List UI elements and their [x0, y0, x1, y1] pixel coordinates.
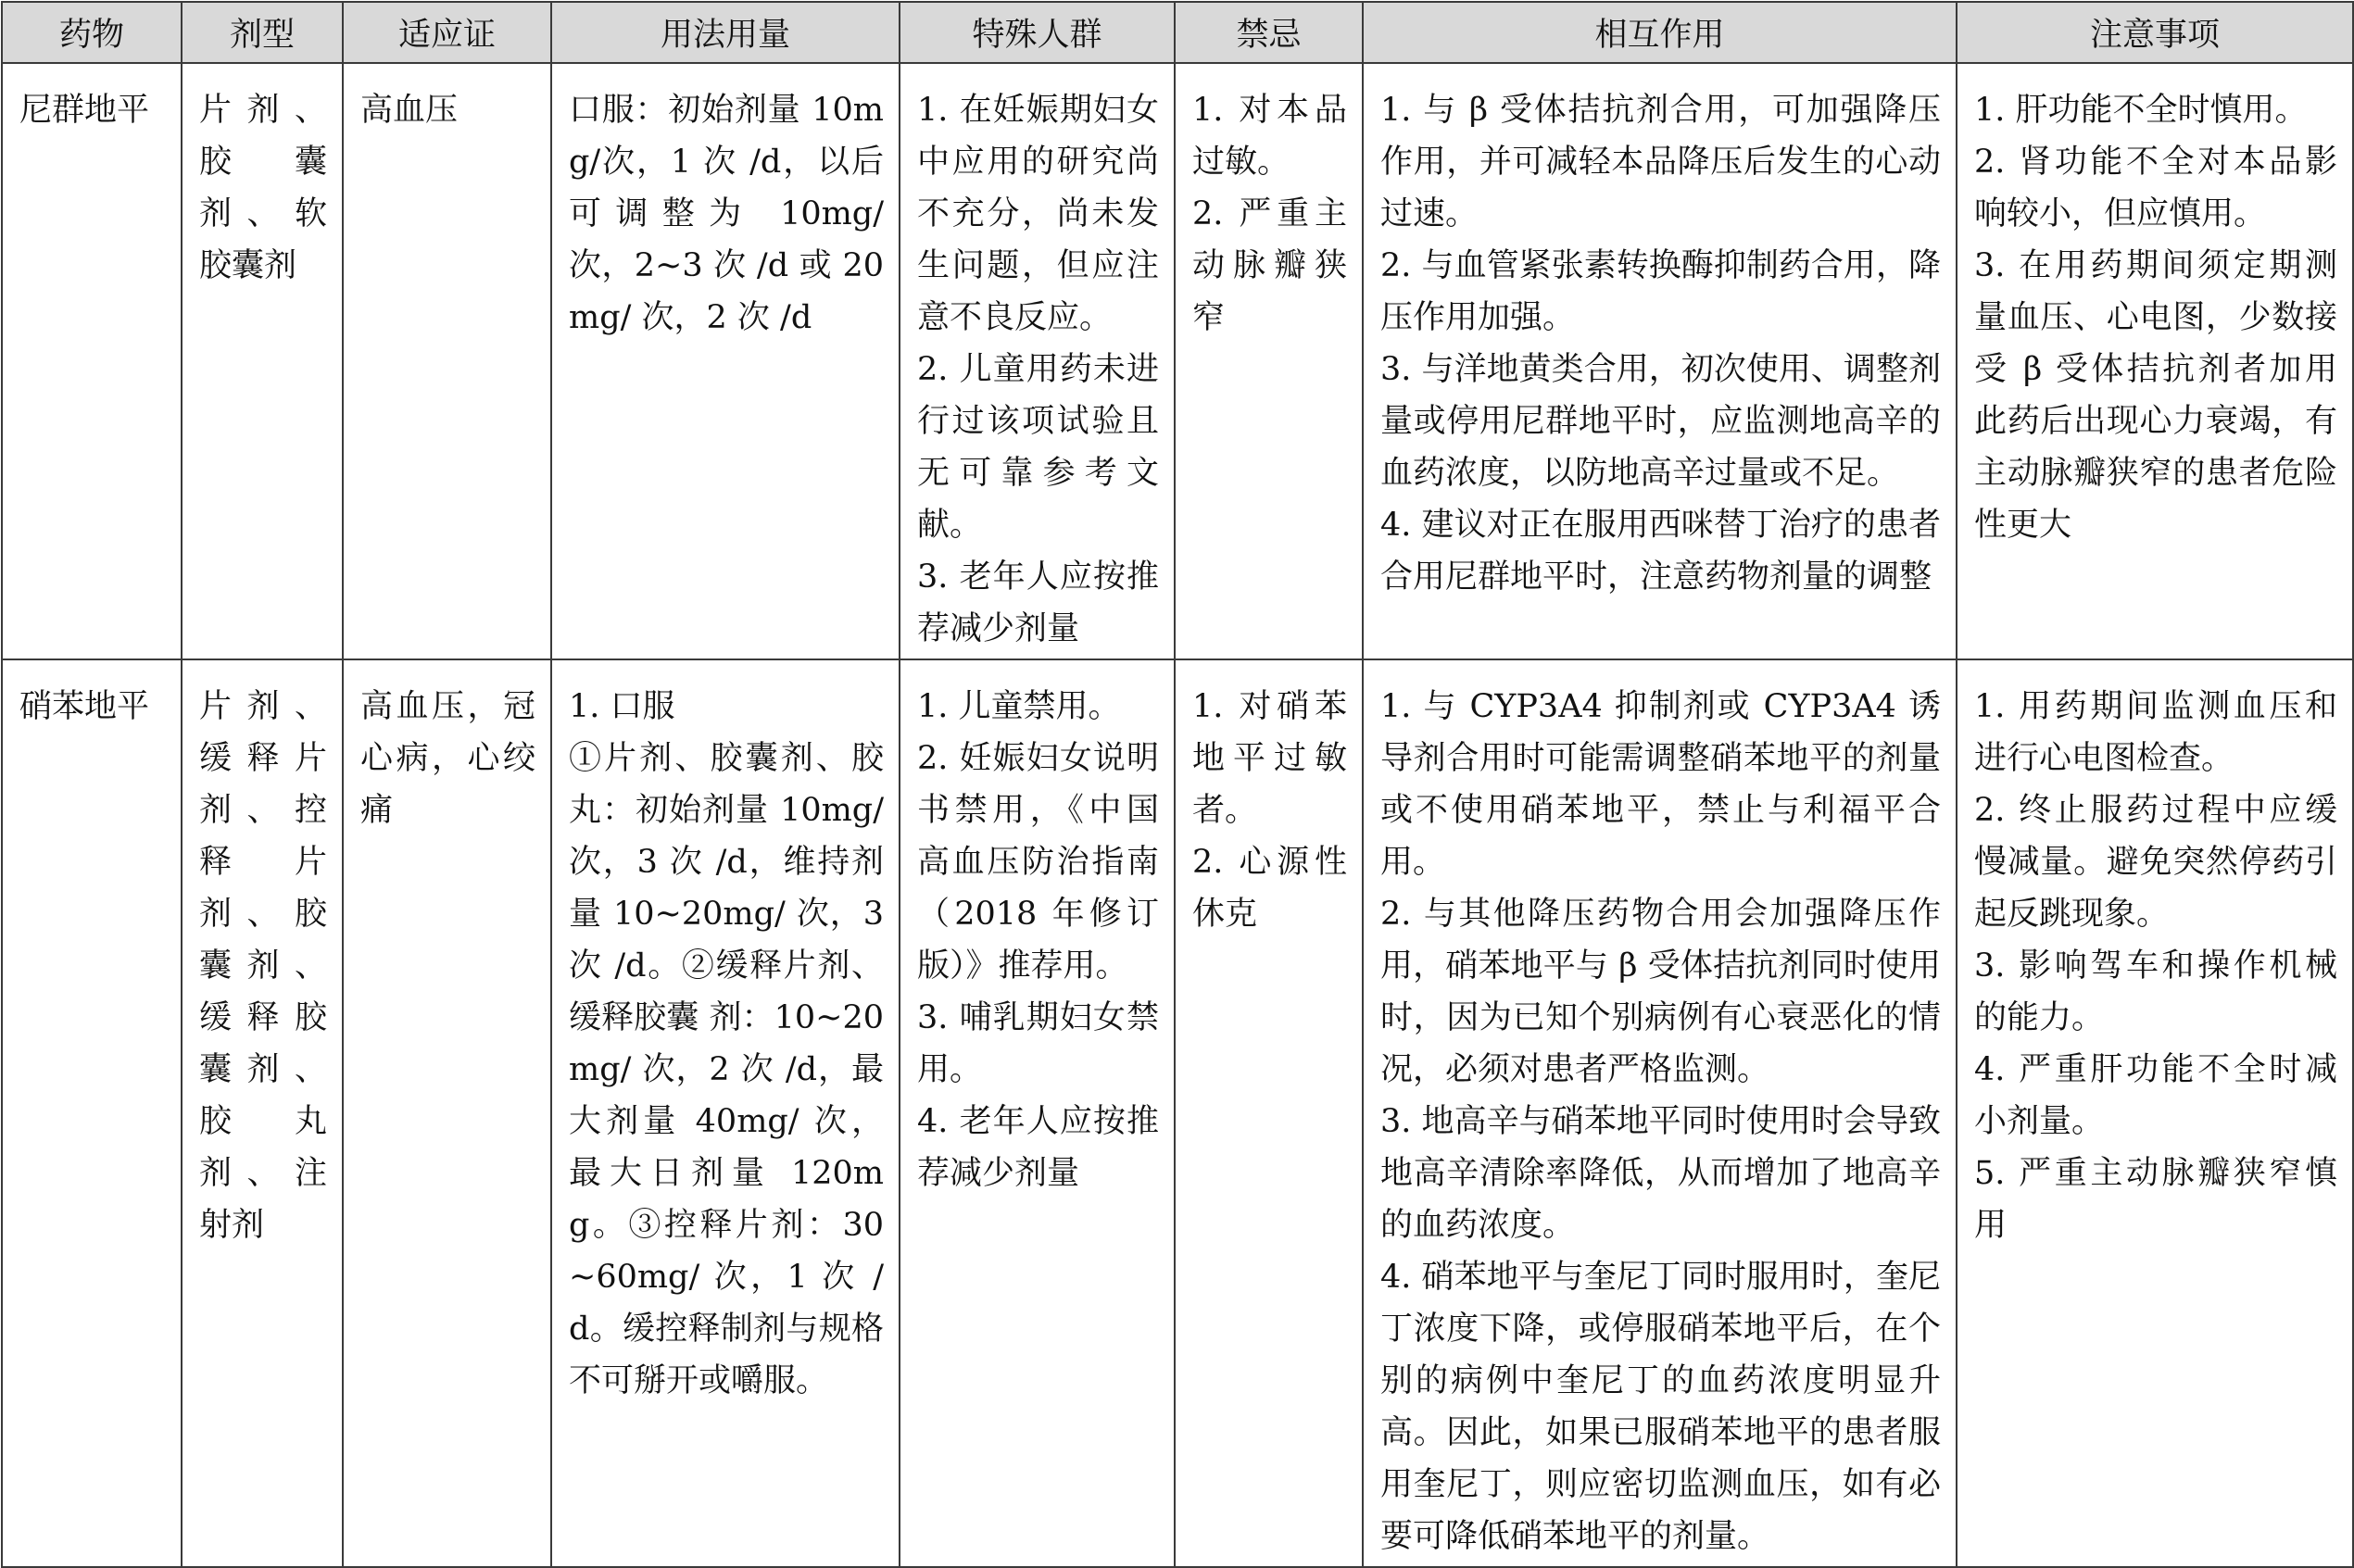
interaction-item: 3. 与洋地黄类合用，初次使用、调整剂量或停用尼群地平时，应监测地高辛的血药浓度，以防地高辛过量或不足。 — [1380, 351, 1941, 492]
cell-drug: 硝苯地平 — [2, 659, 182, 1567]
indication-text: 高血压 — [360, 92, 459, 129]
interaction-item: 4. 建议对正在服用西咪替丁治疗的患者合用尼群地平时，注意药物剂量的调整 — [1380, 507, 1941, 596]
cell-precautions — [1957, 63, 2353, 659]
precaution-item: 3. 影响驾车和操作机械的能力。 — [1974, 947, 2337, 1036]
cell-indication — [343, 63, 551, 659]
table-row — [2, 63, 2353, 659]
cell-dosage-form — [182, 659, 343, 1567]
cell-interactions — [1363, 63, 1957, 659]
header-row — [2, 2, 2353, 63]
contraindication-item: 2. 心源性休克 — [1192, 844, 1347, 933]
cell-contraindications — [1175, 659, 1363, 1567]
table-row — [2, 659, 2353, 1567]
cell-precautions — [1957, 659, 2353, 1567]
usage-item: ①片剂、胶囊剂、胶丸：初始剂量 10mg/ 次，3 次 /d，维持剂量 10~20mg/ 次，3 次 /d。②缓释片剂、缓释胶囊 剂：10~20mg/ 次，2 次 /d，最大剂量 40mg/ 次，最大日剂量 120mg。③控释片剂：30~60mg/ 次，1 次 /d。缓控释制剂与规格不可掰开或嚼服。 — [569, 740, 884, 1399]
cell-drug: 尼群地平 — [2, 63, 182, 659]
header-indication: 适应证 — [343, 2, 551, 63]
special-population-item: 1. 儿童禁用。 — [917, 688, 1121, 725]
header-contraindications: 禁忌 — [1175, 2, 1363, 63]
precaution-item: 1. 肝功能不全时慎用。 — [1974, 92, 2308, 129]
special-population-item: 3. 老年人应按推荐减少剂量 — [917, 558, 1159, 647]
header-precautions: 注意事项 — [1957, 2, 2353, 63]
cell-special-populations — [900, 63, 1175, 659]
interaction-item: 1. 与 β 受体拮抗剂合用，可加强降压作用，并可减轻本品降压后发生的心动过速。 — [1380, 92, 1941, 232]
special-population-item: 3. 哺乳期妇女禁用。 — [917, 999, 1159, 1088]
header-special-populations: 特殊人群 — [900, 2, 1175, 63]
precaution-item: 5. 严重主动脉瓣狭窄慎用 — [1974, 1155, 2337, 1244]
dosage-form-text: 片剂、胶囊剂、软胶囊剂 — [199, 92, 327, 284]
header-interactions: 相互作用 — [1363, 2, 1957, 63]
precaution-item: 2. 肾功能不全对本品影响较小，但应慎用。 — [1974, 144, 2337, 232]
interaction-item: 4. 硝苯地平与奎尼丁同时服用时，奎尼丁浓度下降，或停服硝苯地平后，在个别的病例中奎尼丁的血药浓度明显升高。因此，如果已服硝苯地平的患者服用奎尼丁，则应密切监测血压，如有必要可降低硝苯地平的剂量。 — [1380, 1259, 1941, 1555]
special-population-item: 2. 儿童用药未进行过该项试验且无可靠参考文献。 — [917, 351, 1159, 544]
cell-contraindications — [1175, 63, 1363, 659]
interaction-item: 2. 与血管紧张素转换酶抑制药合用，降压作用加强。 — [1380, 247, 1941, 336]
contraindication-item: 1. 对本品过敏。 — [1192, 92, 1347, 181]
special-population-item: 1. 在妊娠期妇女中应用的研究尚不充分，尚未发生问题，但应注意不良反应。 — [917, 92, 1159, 336]
header-usage: 用法用量 — [551, 2, 900, 63]
precaution-item: 3. 在用药期间须定期测量血压、心电图，少数接受 β 受体拮抗剂者加用此药后出现心力衰竭，有主动脉瓣狭窄的患者危险性更大 — [1974, 247, 2337, 544]
drug-info-table — [1, 1, 2354, 1568]
precaution-item: 2. 终止服药过程中应缓慢减量。避免突然停药引起反跳现象。 — [1974, 792, 2337, 933]
cell-usage — [551, 659, 900, 1567]
dosage-form-text: 片剂、缓释片剂、控释片剂、胶囊剂、缓释胶囊剂、胶丸剂、注射剂 — [199, 688, 327, 1244]
usage-item: 1. 口服 — [569, 688, 675, 725]
cell-special-populations — [900, 659, 1175, 1567]
precaution-item: 1. 用药期间监测血压和进行心电图检查。 — [1974, 688, 2337, 777]
cell-usage — [551, 63, 900, 659]
header-dosage-form: 剂型 — [182, 2, 343, 63]
cell-dosage-form — [182, 63, 343, 659]
interaction-item: 3. 地高辛与硝苯地平同时使用时会导致地高辛清除率降低，从而增加了地高辛的血药浓度。 — [1380, 1103, 1941, 1244]
usage-text: 口服：初始剂量 10mg/次，1 次 /d，以后可调整为 10mg/ 次，2~3 次 /d 或 20mg/ 次，2 次 /d — [569, 92, 884, 336]
interaction-item: 2. 与其他降压药物合用会加强降压作用，硝苯地平与 β 受体拮抗剂同时使用时，因为已知个别病例有心衰恶化的情况，必须对患者严格监测。 — [1380, 896, 1941, 1088]
cell-indication — [343, 659, 551, 1567]
interaction-item: 1. 与 CYP3A4 抑制剂或 CYP3A4 诱导剂合用时可能需调整硝苯地平的剂量或不使用硝苯地平，禁止与利福平合用。 — [1380, 688, 1941, 881]
contraindication-item: 2. 严重主动脉瓣狭窄 — [1192, 195, 1347, 336]
special-population-item: 4. 老年人应按推荐减少剂量 — [917, 1103, 1159, 1192]
header-drug: 药物 — [2, 2, 182, 63]
special-population-item: 2. 妊娠妇女说明书禁用，《中国高血压防治指南（2018 年修订版）》推荐用。 — [917, 740, 1159, 985]
contraindication-item: 1. 对硝苯地平过敏者。 — [1192, 688, 1347, 829]
precaution-item: 4. 严重肝功能不全时减小剂量。 — [1974, 1051, 2337, 1140]
indication-text: 高血压，冠心病，心绞痛 — [360, 688, 535, 829]
cell-interactions — [1363, 659, 1957, 1567]
